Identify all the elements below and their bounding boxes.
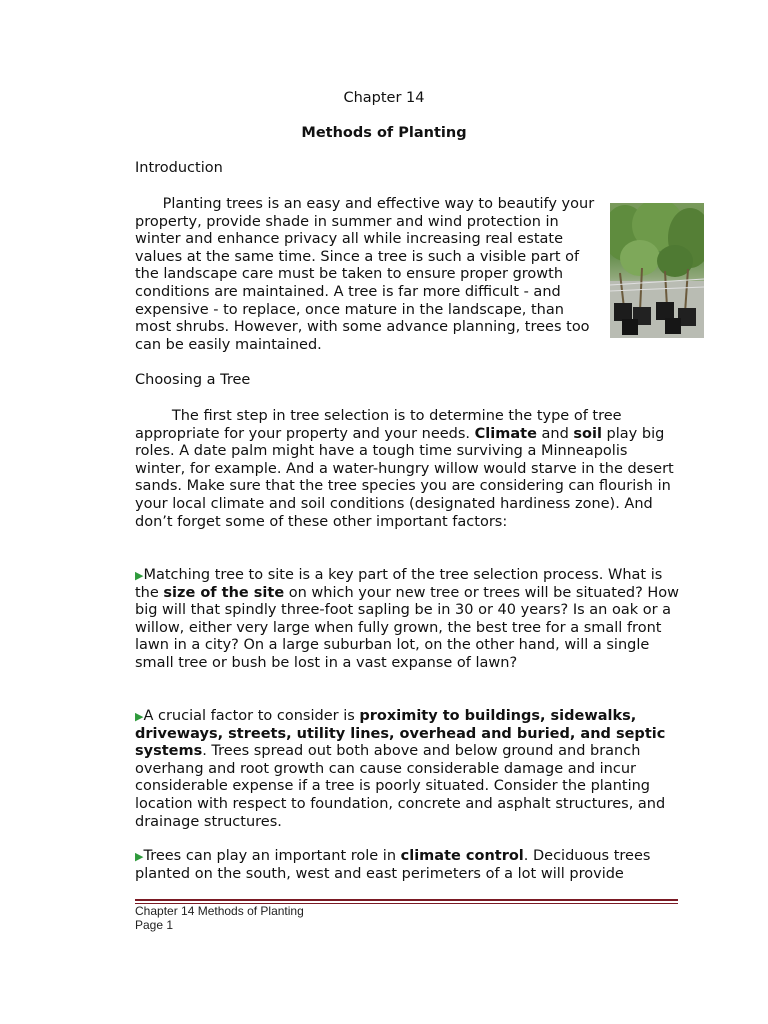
soil-emphasis: soil xyxy=(573,425,602,442)
bullet2-text-c: . Trees spread out both above and below ground and branch overhang and root growth can cause considerable damage and incur considerable expense if a tree is poorly situated. Consider the planting location with respect to foundation, concrete and asphalt structures, and drainage structures. xyxy=(135,743,666,830)
bullet1-text-c: on which your new tree or trees will be situated? How big will that spindly three-foot sapling be in 30 or 40 years? Is an oak or a willow, either very large when fully grown, the best tree for a small front lawn in a city? On a large suburban lot, on the other hand, will a single small tree or bush be lost in a vast expanse of lawn? xyxy=(135,584,680,671)
bullet-site-size xyxy=(135,567,680,673)
bullet-arrow-icon: ▶ xyxy=(135,850,144,863)
bullet3-text-a: Trees can play an important role in xyxy=(143,848,401,864)
choosing-heading: Choosing a Tree xyxy=(135,372,251,388)
bullet3-emphasis: climate control xyxy=(400,848,524,864)
potted-trees-image xyxy=(610,203,704,338)
bullet2-text-a: A crucial factor to consider is xyxy=(143,708,360,724)
bullet2-emphasis: proximity to buildings, sidewalks, driveways, streets, utility lines, overhead and buried, and septic systems xyxy=(135,708,666,760)
choosing-text-3: play big roles. A date palm might have a tough time surviving a Minneapolis winter, for example. And a water-hungry willow would starve in the desert sands. Make sure that the tree species you are considering can flourish in your local climate and soil conditions (designated hardiness zone). And don’t forget some of these other important factors: xyxy=(135,425,679,530)
bullet-proximity xyxy=(135,708,680,831)
bullet-arrow-icon: ▶ xyxy=(135,710,144,723)
choosing-text-2: and xyxy=(536,425,574,442)
bullet3-text-c: . Deciduous trees planted on the south, west and east perimeters of a lot will provide xyxy=(135,848,651,882)
footer-title: Chapter 14 Methods of Planting xyxy=(135,904,304,918)
intro-heading: Introduction xyxy=(135,160,223,176)
footer-rule-thick xyxy=(135,899,678,901)
choosing-paragraph xyxy=(135,408,680,531)
intro-paragraph: Planting trees is an easy and effective way to beautify your property, provide shade in summer and wind protection in winter and enhance privacy all while increasing real estate values at the same time. Since a tree is such a visible part of the landscape care must be taken to ensure proper growth conditions are maintained. A tree is far more difficult - and expensive - to replace, once mature in the landscape, than most shrubs. However, with some advance planning, trees too can be easily maintained. xyxy=(135,196,599,353)
page-title: Methods of Planting xyxy=(301,125,467,141)
bullet-climate-control xyxy=(135,848,680,883)
chapter-label: Chapter 14 xyxy=(343,90,425,106)
potted-trees-photo xyxy=(610,203,704,338)
bullet1-emphasis: size of the site xyxy=(163,584,285,601)
bullet-arrow-icon: ▶ xyxy=(135,569,144,582)
choosing-text-1: The first step in tree selection is to determine the type of tree appropriate for your property and your needs. xyxy=(135,408,627,442)
bullet1-text-a: Matching tree to site is a key part of the tree selection process. What is the xyxy=(135,567,663,601)
climate-emphasis: Climate xyxy=(474,425,537,442)
footer-page-number: Page 1 xyxy=(135,918,174,932)
